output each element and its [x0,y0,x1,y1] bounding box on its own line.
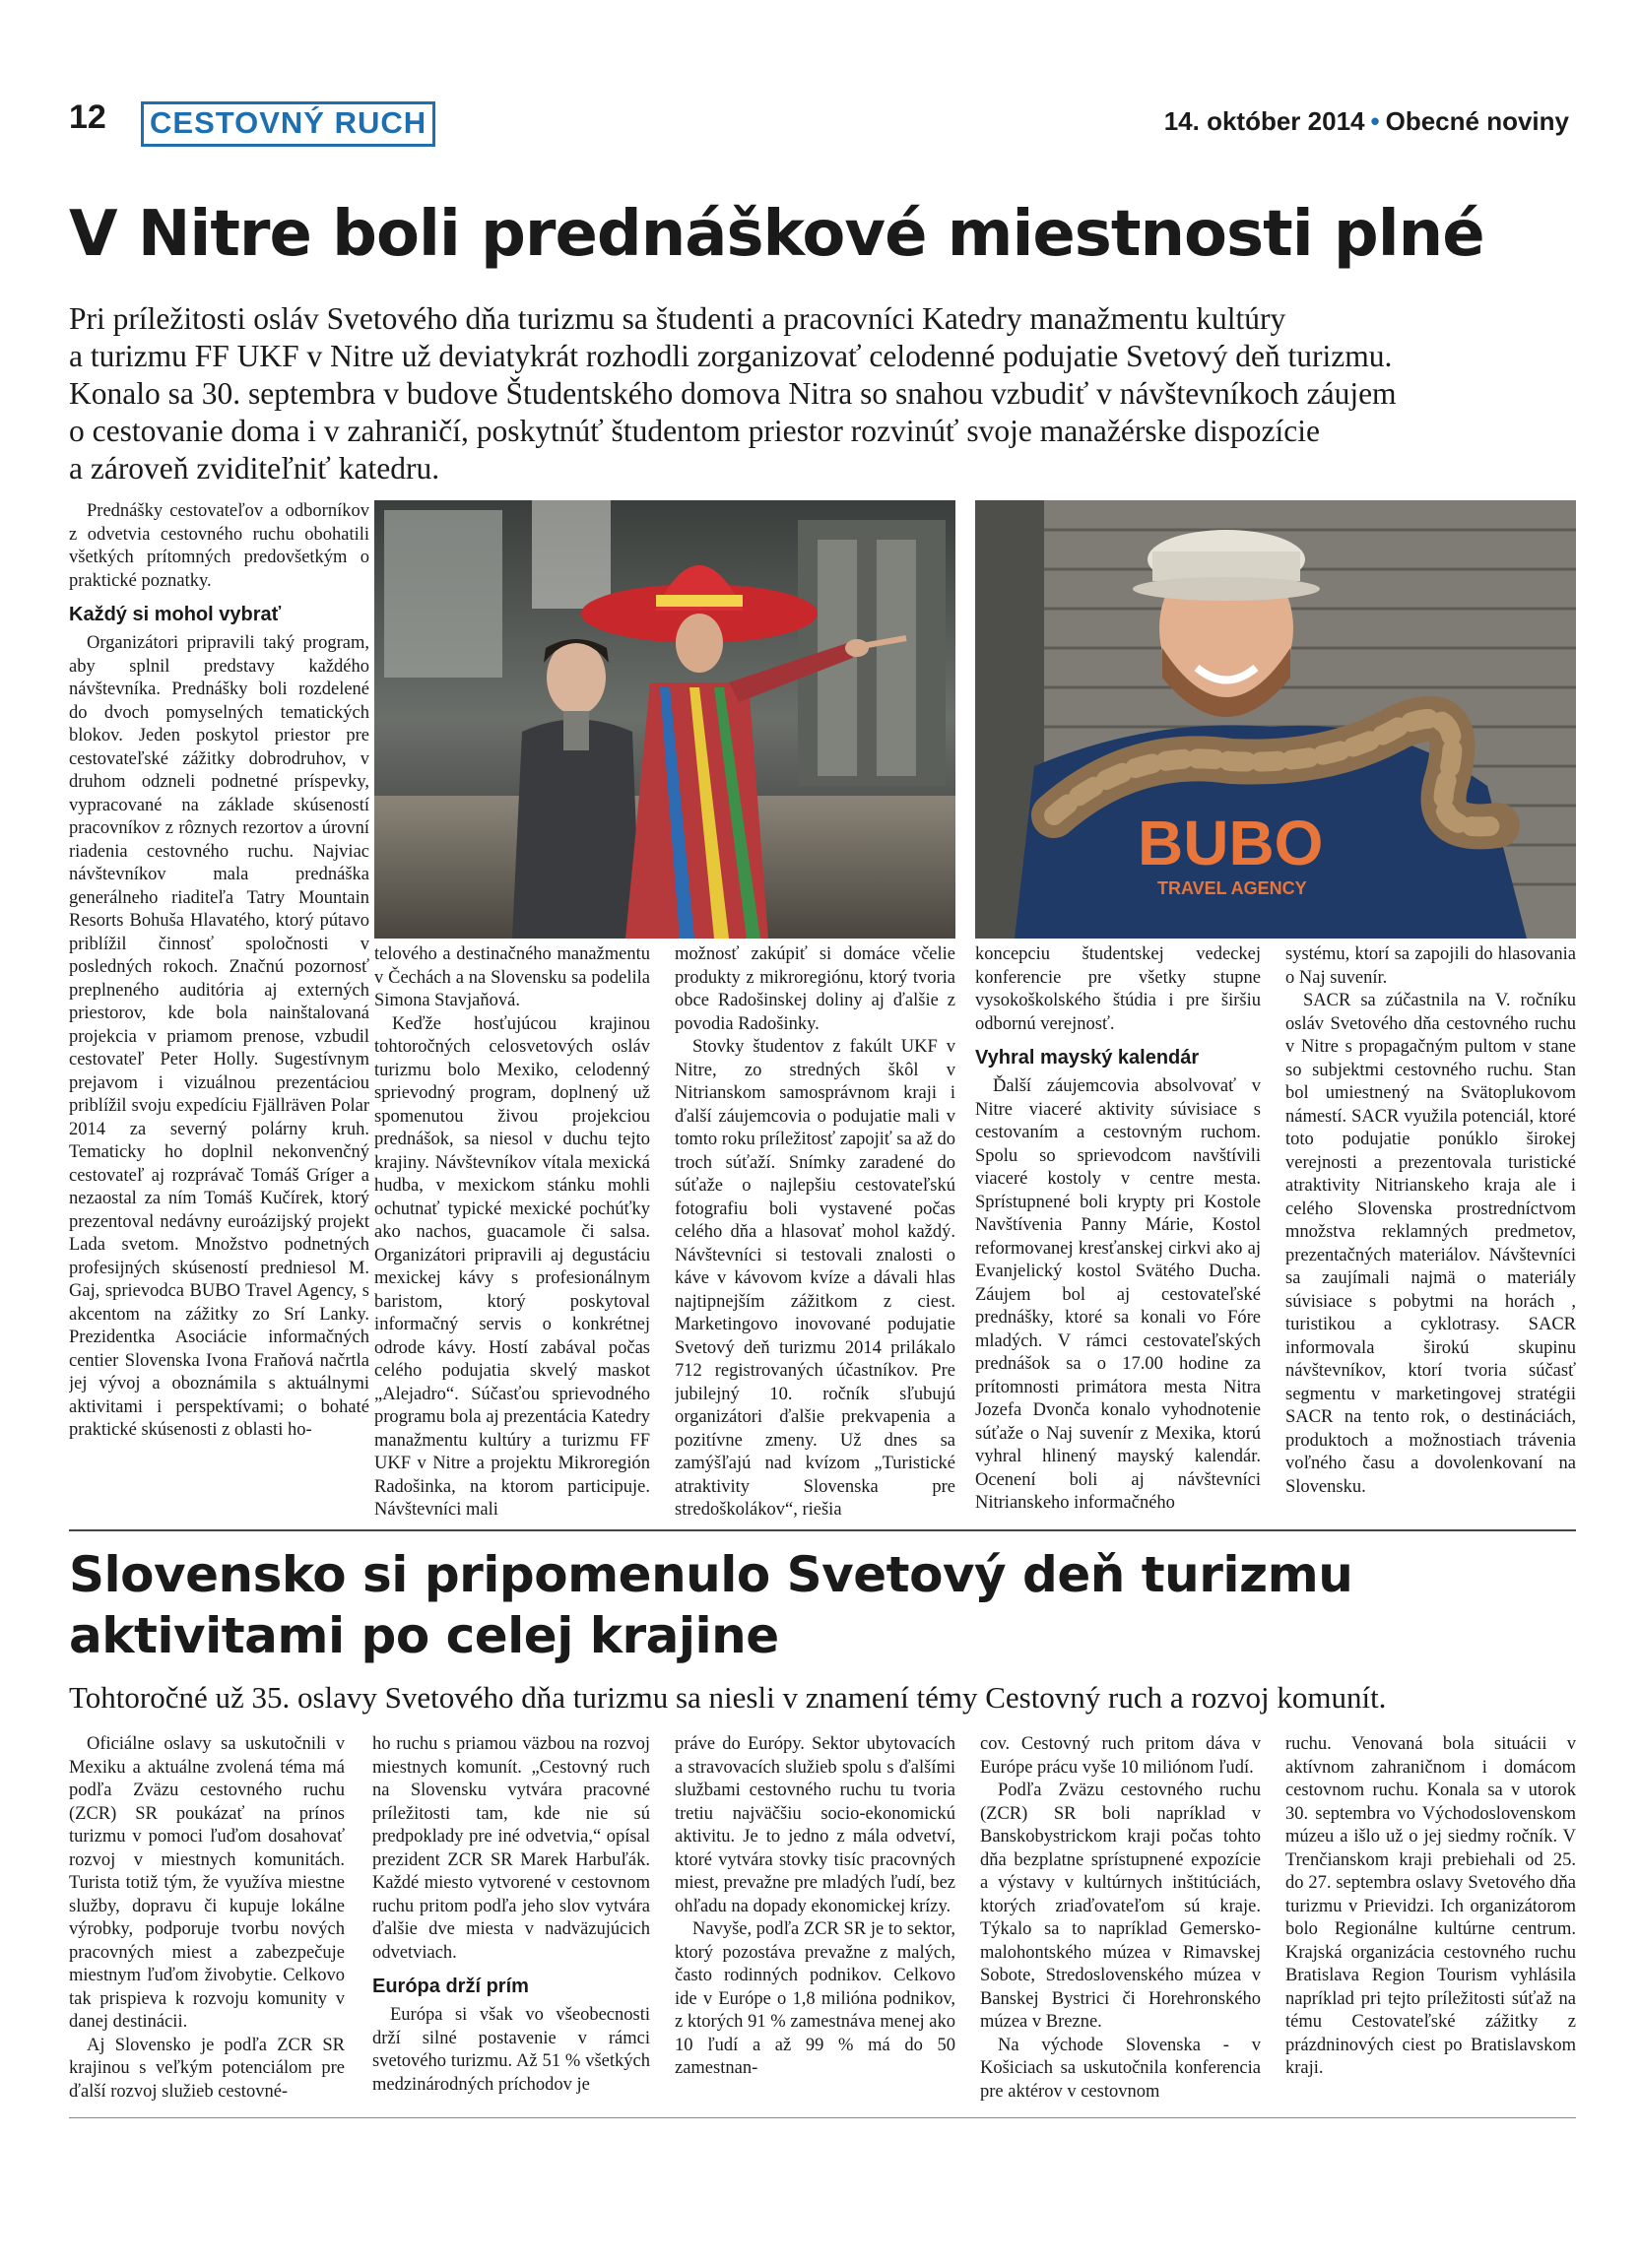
shirt-logo-subtext: TRAVEL AGENCY [1157,878,1307,898]
paragraph: Keďže hosťujúcou krajinou tohtoročných celosvetových osláv turizmu bolo Mexiko, celodenný sprievodný program, doplnený už spomenutou živou projekciou prednášok, sa niesol v duchu tejto krajiny. Návštevníkov vítala mexická hudba, v mexickom stánku mohli ochutnať typické mexické pochúťky ako nachos, guacamole či salsa. Organizátori pripravili aj degustáciu mexickej kávy s profesionálnym baristom, ktorý poskytoval informačný servis o konkrétnej odrode kávy. Hostí zabával počas celého podujatia skvelý maskot „Alejadro“. Súčasťou sprievodného programu bola aj prezentácia Katedry manažmentu kultúry a turizmu FF UKF v Nitre a projektu Mikroregión Radošinka, na ktorom participuje. Návštevníci mali [374,1013,650,1520]
issue-date: 14. október 2014 [1163,106,1365,136]
article-divider [69,1529,1576,1531]
article2-column-4 [980,1733,1261,2107]
paragraph: Ďalší záujemcovia absolvovať v Nitre viaceré aktivity súvisiace s cestovaním a cestovným ruchom. Spolu so sprievodcom navštívili viaceré kostoly v centre mesta. Sprístupnené boli krypty pri Kostole Navštívenia Panny Márie, Kostol reformovanej kresťanskej cirkvi ako aj Evanjelický kostol Svätého Ducha. Záujem bol aj cestovateľské prednášky, ktoré sa konali vo Fóre mladých. V rámci cestovateľských prednášok sa o 17.00 hodine za prítomnosti primátora mesta Nitra Jozefa Dvonča konalo vyhodnotenie súťaže o Naj suvenír z Mexika, ktorú vyhral hlinený mayský kalendár. Ocenení boli aj návštevníci Nitrianskeho informačného [975,1076,1261,1513]
paragraph: ruchu. Venovaná bola situácii v aktívnom zahraničnom i domácom cestovnom ruchu. Konala sa v utorok 30. septembra vo Východoslovenskom múzeu a išlo už o jej siedmy ročník. V Trenčianskom kraji prebiehali od 25. do 27. septembra oslavy Svetového dňa turizmu v Prievidzi. Ich organizátorom bolo Regionálne kultúrne centrum. Krajská organizácia cestovného ruchu Bratislava Region Tourism vyhlásila napríklad pri tejto príležitosti súťaž na tému Cestovateľské zážitky z prázdninových ciest po Bratislavskom kraji. [1285,1734,1576,2078]
article2-column-1 [69,1733,345,2107]
photo-man-with-python [975,500,1576,939]
paragraph: Európa si však vo všeobecnosti drží silné postavenie v rámci svetového turizmu. Až 51 % všetkých medzinárodných príchodov je [372,2005,650,2095]
lead-line: o cestovanie doma i v zahraničí, poskytnúť študentom priestor rozvinúť svoje manažérske dispozície [69,414,1320,448]
paragraph: práve do Európy. Sektor ubytovacích a stravovacích služieb spolu s ďalšími službami cestovného ruchu tu tvoria tretiu najväčšiu socio-ekonomickú aktivitu. Je to jedno z mála odvetví, ktoré vytvára stovky tisíc pracovných miest, prevažne pre mladých ľudí, bez ohľadu na dopady ekonomickej krízy. [675,1734,955,1916]
paragraph: SACR sa zúčastnila na V. ročníku osláv Svetového dňa cestovného ruchu v Nitre s propagačným pultom v stane so subjektmi cestovného ruchu. Stan bol umiestnený na Svätoplukovom námestí. SACR využila potenciál, ktoré toto podujatie ponúklo širokej verejnosti a prezentovala turistické atraktivity Nitrianskeho kraja ale i celého Slovenska prostredníctvom množstva reklamných predmetov, prezentačných materiálov. Návštevníci sa zaujímali najmä o materiály súvisiace s pobytmi na horách , turistikou a cyklotrasy. SACR informovala širokú skupinu návštevníkov, ktorí tvoria súčasť segmentu v marketingovej stratégii SACR na tento rok, o destináciách, produktoch a možnostiach trávenia voľného času a dovolenkovaní na Slovensku. [1285,991,1576,1497]
section-label: CESTOVNÝ RUCH [141,101,435,147]
article1-column-1 [69,500,369,1524]
article2-column-5 [1285,1733,1576,2107]
paragraph: Na východe Slovenska - v Košiciach sa uskutočnila konferencia pre aktérov v cestovnom [980,2035,1261,2102]
lead-line: Konalo sa 30. septembra v budove Študentského domova Nitra so snahou vzbudiť v návštevníkoch záujem [69,376,1397,411]
separator-dot: • [1370,106,1380,136]
lead-line: Pri príležitosti osláv Svetového dňa turizmu sa študenti a pracovníci Katedry manažmentu kultúry [69,301,1286,336]
subheading: Vyhral mayský kalendár [975,1047,1200,1069]
paragraph: telového a destinačného manažmentu v Čechách a na Slovensku sa podelila Simona Stavjaňová. [374,944,650,1010]
lead-line: a turizmu FF UKF v Nitre už deviatykrát rozhodli zorganizovať celodenné podujatie Svetový deň turizmu. [69,339,1393,373]
paragraph: Navyše, podľa ZCR SR je to sektor, ktorý pozostáva prevažne z malých, často rodinných podnikov. Celkovo ide v Európe o 1,8 milióna podnikov, z ktorých 91 % zamestnáva menej ako 10 ľudí a až 99 % má do 50 zamestnan- [675,1919,955,2078]
bottom-rule [69,2117,1576,2118]
issue-info [1164,106,1569,137]
article1-column-2 [374,943,650,1524]
paragraph: možnosť zakúpiť si domáce včelie produkty z mikroregiónu, ktorý tvoria obce Radošinskej doliny aj ďalšie z povodia Radošinky. [675,944,955,1034]
article1-lead [69,300,1576,487]
paragraph: cov. Cestovný ruch pritom dáva v Európe prácu vyše 10 miliónom ľudí. [980,1734,1261,1778]
shirt-logo-text: BUBO [1138,808,1324,878]
article1-column-5 [1285,943,1576,1524]
subheading: Každý si mohol vybrať [69,604,282,625]
paragraph: koncepciu študentskej vedeckej konferencie pre všetky stupne vysokoškolského štúdia i pre širšiu odbornú verejnosť. [975,944,1261,1034]
paragraph: Aj Slovensko je podľa ZCR SR krajinou s veľkým potenciálom pre ďalší rozvoj služieb cestovné- [69,2035,345,2102]
publication-name: Obecné noviny [1385,106,1569,136]
article1-column-3 [675,943,955,1524]
paragraph: Organizátori pripravili taký program, aby splnil predstavy každého návštevníka. Prednášky boli rozdelené do dvoch pomyselných tematických blokov. Jeden poskytol priestor pre cestovateľské zážitky dobrodruhov, v druhom odzneli podnetné príspevky, vypracované na základe skúseností pracovníkov z rôznych rezortov a úrovní riadenia cestovného ruchu. Najviac návštevníkov mala prednáška generálneho riaditeľa Tatry Mountain Resorts Bohuša Hlavatého, ktorý pútavo priblížil činnosť spoločnosti v posledných rokoch. Značnú pozornosť preplneného auditória aj externých priestorov, kde bola nainštalovaná projekcia v priamom prenose, vzbudil cestovateľ Peter Holly. Sugestívnym prejavom i vizuálnou prezentáciou priblížil svoju expedíciu Fjällräven Polar 2014 za severný polárny kruh. Tematicky ho doplnil nekonvenčný cestovateľ aj rozprávač Tomáš Gríger a nezaostal za ním Tomáš Kučírek, ktorý prezentoval nedávny euroázijský projekt Lada svetom. Množstvo podnetných profesijných skúseností predniesol M. Gaj, sprievodca BUBO Travel Agency, s akcentom na zážitky zo Srí Lanky. Prezidentka Asociácie informačných centier Slovenska Ivona Fraňová načrtla jej vývoj a oboznámila s aktuálnymi aktivitami i perspektívami; o bohaté praktické skúsenosti z oblasti ho- [69,633,369,1440]
article1-title: V Nitre boli prednáškové miestnosti plné [69,198,1484,271]
article2-lead: Tohtoročné už 35. oslavy Svetového dňa turizmu sa niesli v znamení témy Cestovný ruch a rozvoj komunít. [69,1680,1387,1715]
title-line: Slovensko si pripomenulo Svetový deň turizmu [69,1546,1353,1603]
article1-column-4 [975,943,1261,1524]
page-number: 12 [69,98,106,136]
subheading: Európa drží prím [372,1976,529,1997]
paragraph: Oficiálne oslavy sa uskutočnili v Mexiku a aktuálne zvolená téma má podľa Zväzu cestovného ruchu (ZCR) SR poukázať na prínos turizmu v pomoci ľuďom dosahovať rozvoj v miestnych komunitách. Turista totiž tým, že využíva miestne služby, dopravu či kupuje lokálne výrobky, podporuje tvorbu nových pracovných miest a zabezpečuje miestnym ľuďom živobytie. Celkovo tak prispieva k rozvoju komunity v danej destinácii. [69,1734,345,2032]
paragraph: systému, ktorí sa zapojili do hlasovania o Naj suvenír. [1285,944,1576,988]
lead-line: a zároveň zviditeľniť katedru. [69,451,440,486]
paragraph: Podľa Zväzu cestovného ruchu (ZCR) SR boli napríklad v Banskobystrickom kraji počas tohto dňa bezplatne sprístupnené expozície a výstavy v kultúrnych inštitúciách, ktorých zriaďovateľom sú kraje. Týkalo sa to napríklad Gemersko-malohontského múzea v Rimavskej Sobote, Stredoslovenského múzea v Banskej Bystrici či Horehronského múzea v Brezne. [980,1781,1261,2032]
paragraph: Stovky študentov z fakúlt UKF v Nitre, zo stredných škôl v Nitrianskom samosprávnom kraji i ďalší záujemcovia o podujatie mali v tomto roku príležitosť zapojiť sa až do troch súťaží. Snímky zaradené do súťaže o najlepšiu cestovateľskú fotografiu boli vystavené počas celého dňa a hlasovať mohol každý. Návštevníci si testovali znalosti o káve v kávovom kvíze a dávali hlas najtipnejším zážitkom z ciest. Marketingovo inovované podujatie Svetový deň turizmu 2014 prilákalo 712 registrovaných účastníkov. Pre jubilejný 10. ročník sľubujú organizátori ďalšie prekvapenia a pozitívne zmeny. Už dnes sa zamýšľajú nad kvízom „Turistické atraktivity Slovenska pre stredoškolákov“, riešia [675,1037,955,1520]
photo-students-mexican-costume [374,500,955,939]
paragraph: Prednášky cestovateľov a odborníkov z odvetvia cestovného ruchu obohatili všetkých prítomných predovšetkým o praktické poznatky. [69,501,369,591]
article2-title [69,1544,1546,1666]
article2-column-3 [675,1733,955,2107]
article2-column-2 [372,1733,650,2107]
title-line: aktivitami po celej krajine [69,1607,779,1664]
paragraph: ho ruchu s priamou väzbou na rozvoj miestnych komunít. „Cestovný ruch na Slovensku vytvára pracovné príležitosti tam, kde nie sú predpoklady pre iné odvetvia,“ opísal prezident ZCR SR Marek Harbuľák. Každé miesto vytvorené v cestovnom ruchu pritom podľa jeho slov vytvára ďalšie dve miesta v nadväzujúcich odvetviach. [372,1734,650,1963]
